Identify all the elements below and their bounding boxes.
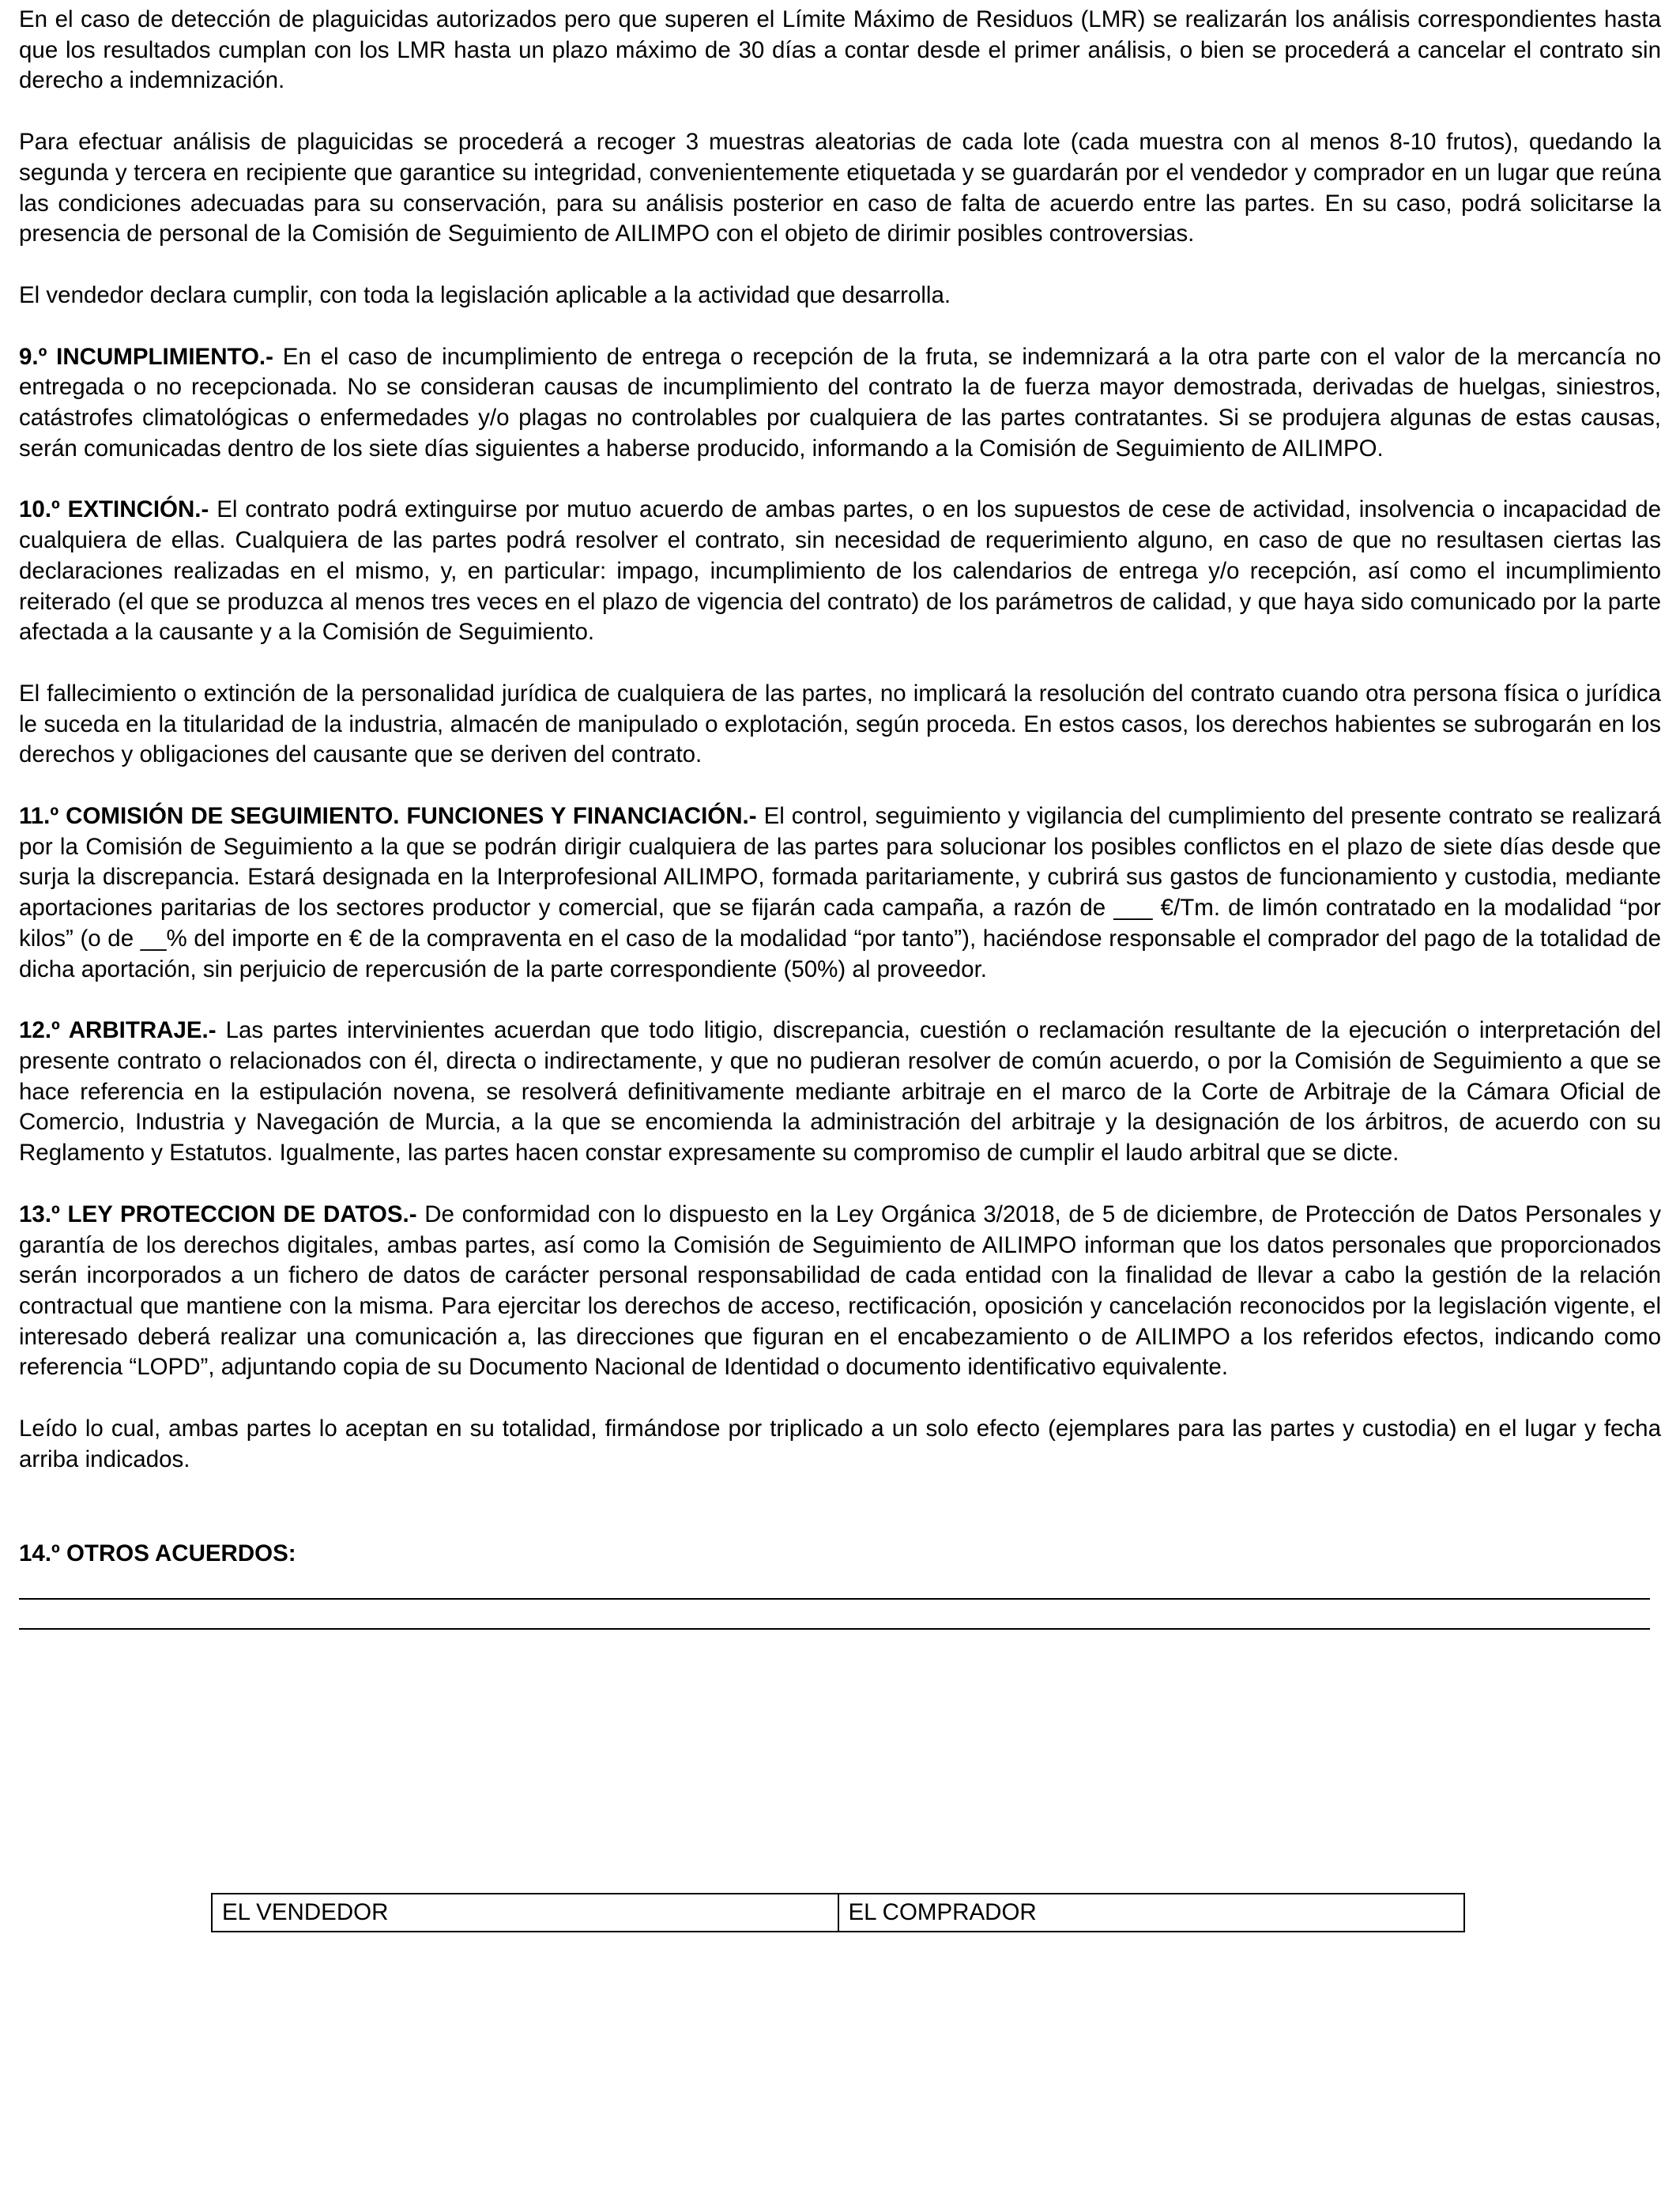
- paragraph-muestras: Para efectuar análisis de plaguicidas se procederá a recoger 3 muestras aleatorias de cada lote (cada muestra con al menos 8-10 frutos), quedando la segunda y tercera en recipiente que garantice su integridad, convenientemente etiquetada y se guardarán por el vendedor y comprador en un lugar que reúna las condiciones adecuadas para su conservación, para su análisis posterior en caso de falta de acuerdo entre las partes. En su caso, podrá solicitarse la presencia de personal de la Comisión de Seguimiento de AILIMPO con el objeto de dirimir posibles controversias.: [19, 129, 1661, 247]
- clause-9-heading: 9.º INCUMPLIMIENTO.-: [19, 343, 273, 370]
- clause-13-text: De conformidad con lo dispuesto en la Ley Orgánica 3/2018, de 5 de diciembre, de Protección de Datos Personales y garantía de los derechos digitales, ambas partes, así como la Comisión de Seguimiento de AILIMPO informan que los datos personales que proporcionados serán incorporados a un fichero de datos de carácter personal responsabilidad de cada entidad con la finalidad de llevar a cabo la gestión de la relación contractual que mantiene con la misma. Para ejercitar los derechos de acceso, rectificación, oposición y cancelación reconocidos por la legislación vigente, el interesado deberá realizar una comunicación a, las direcciones que figuran en el encabezamiento o de AILIMPO a los referidos efectos, indicando como referencia “LOPD”, adjuntando copia de su Documento Nacional de Identidad o documento identificativo equivalente.: [19, 1201, 1661, 1381]
- clause-13-heading: 13.º LEY PROTECCION DE DATOS.-: [19, 1201, 417, 1227]
- clause-9: [19, 342, 1661, 465]
- clause-14: [19, 1539, 1661, 1570]
- buyer-signature-cell[interactable]: EL COMPRADOR: [838, 1894, 1465, 1932]
- paragraph-closing: Leído lo cual, ambas partes lo aceptan en su totalidad, firmándose por triplicado a un solo efecto (ejemplares para las partes y custodia) en el lugar y fecha arriba indicados.: [19, 1416, 1661, 1472]
- clause-11-heading: 11.º COMISIÓN DE SEGUIMIENTO. FUNCIONES Y FINANCIACIÓN.-: [19, 803, 757, 830]
- clause-12-heading: 12.º ARBITRAJE.-: [19, 1017, 217, 1044]
- paragraph-lmr: En el caso de detección de plaguicidas autorizados pero que superen el Límite Máximo de Residuos (LMR) se realizarán los análisis correspondientes hasta que los resultados cumplan con los LMR hasta un plazo máximo de 30 días a contar desde el primer análisis, o bien se procederá a cancelar el contrato sin derecho a indemnización.: [19, 6, 1661, 94]
- contract-page: [19, 0, 1661, 1630]
- clause-14-heading: 14.º OTROS ACUERDOS:: [19, 1540, 296, 1567]
- signature-row: [212, 1894, 1464, 1932]
- clause-12: [19, 1016, 1661, 1169]
- seller-signature-cell[interactable]: EL VENDEDOR: [212, 1894, 838, 1932]
- clause-11: [19, 801, 1661, 985]
- blank-line-1[interactable]: [19, 1570, 1650, 1600]
- clause-11-text: El control, seguimiento y vigilancia del cumplimiento del presente contrato se realizará por la Comisión de Seguimiento a la que se podrán dirigir cualquiera de las partes para solucionar los posibles conflictos en el plazo de siete días desde que surja la discrepancia. Estará designada en la Interprofesional AILIMPO, formada paritariamente, y cubrirá sus gastos de funcionamiento y custodia, mediante aportaciones paritarias de los sectores productor y comercial, que se fijarán cada campaña, a razón de ___ €/Tm. de limón contratado en la modalidad “por kilos” (o de __% del importe en € de la compraventa en el caso de la modalidad “por tanto”), haciéndose responsable el comprador del pago de la totalidad de dicha aportación, sin perjuicio de repercusión de la parte correspondiente (50%) al proveedor.: [19, 803, 1661, 982]
- paragraph-legislacion: El vendedor declara cumplir, con toda la legislación aplicable a la actividad que desarrolla.: [19, 281, 951, 308]
- clause-10-heading: 10.º EXTINCIÓN.-: [19, 496, 209, 523]
- clause-10-text: El contrato podrá extinguirse por mutuo acuerdo de ambas partes, o en los supuestos de cese de actividad, insolvencia o incapacidad de cualquiera de ellas. Cualquiera de las partes podrá resolver el contrato, sin necesidad de requerimiento alguno, en caso de que no resultasen ciertas las declaraciones realizadas en el mismo, y, en particular: impago, incumplimiento de los calendarios de entrega y/o recepción, así como el incumplimiento reiterado (el que se produzca al menos tres veces en el plazo de vigencia del contrato) de los parámetros de calidad, y que haya sido comunicado por la parte afectada a la causante y a la Comisión de Seguimiento.: [19, 496, 1662, 646]
- clause-10: [19, 495, 1661, 648]
- clause-13: [19, 1200, 1661, 1383]
- clause-12-text: Las partes intervinientes acuerdan que todo litigio, discrepancia, cuestión o reclamación resultante de la ejecución o interpretación del presente contrato o relacionados con él, directa o indirectamente, y que no pudieran resolver de común acuerdo, o por la Comisión de Seguimiento a que se hace referencia en la estipulación novena, se resolverá definitivamente mediante arbitraje en el marco de la Corte de Arbitraje de la Cámara Oficial de Comercio, Industria y Navegación de Murcia, a la que se encomienda la administración del arbitraje y la designación de los árbitros, de acuerdo con su Reglamento y Estatutos. Igualmente, las partes hacen constar expresamente su compromiso de cumplir el laudo arbitral que se dicte.: [19, 1017, 1661, 1167]
- clause-9-text: En el caso de incumplimiento de entrega o recepción de la fruta, se indemnizará a la otra parte con el valor de la mercancía no entregada o no recepcionada. No se consideran causas de incumplimiento del contrato la de fuerza mayor demostrada, derivadas de huelgas, siniestros, catástrofes climatológicas o enfermedades y/o plagas no controlables por cualquiera de las partes contratantes. Si se produjera algunas de estas causas, serán comunicadas dentro de los siete días siguientes a haberse producido, informando a la Comisión de Seguimiento de AILIMPO.: [19, 343, 1661, 462]
- signature-table: [211, 1893, 1465, 1932]
- blank-line-2[interactable]: [19, 1600, 1650, 1630]
- clause-10-paragraph-2: El fallecimiento o extinción de la personalidad jurídica de cualquiera de las partes, no implicará la resolución del contrato cuando otra persona física o jurídica le suceda en la titularidad de la industria, almacén de manipulado o explotación, según proceda. En estos casos, los derechos habientes se subrogarán en los derechos y obligaciones del causante que se deriven del contrato.: [19, 680, 1661, 768]
